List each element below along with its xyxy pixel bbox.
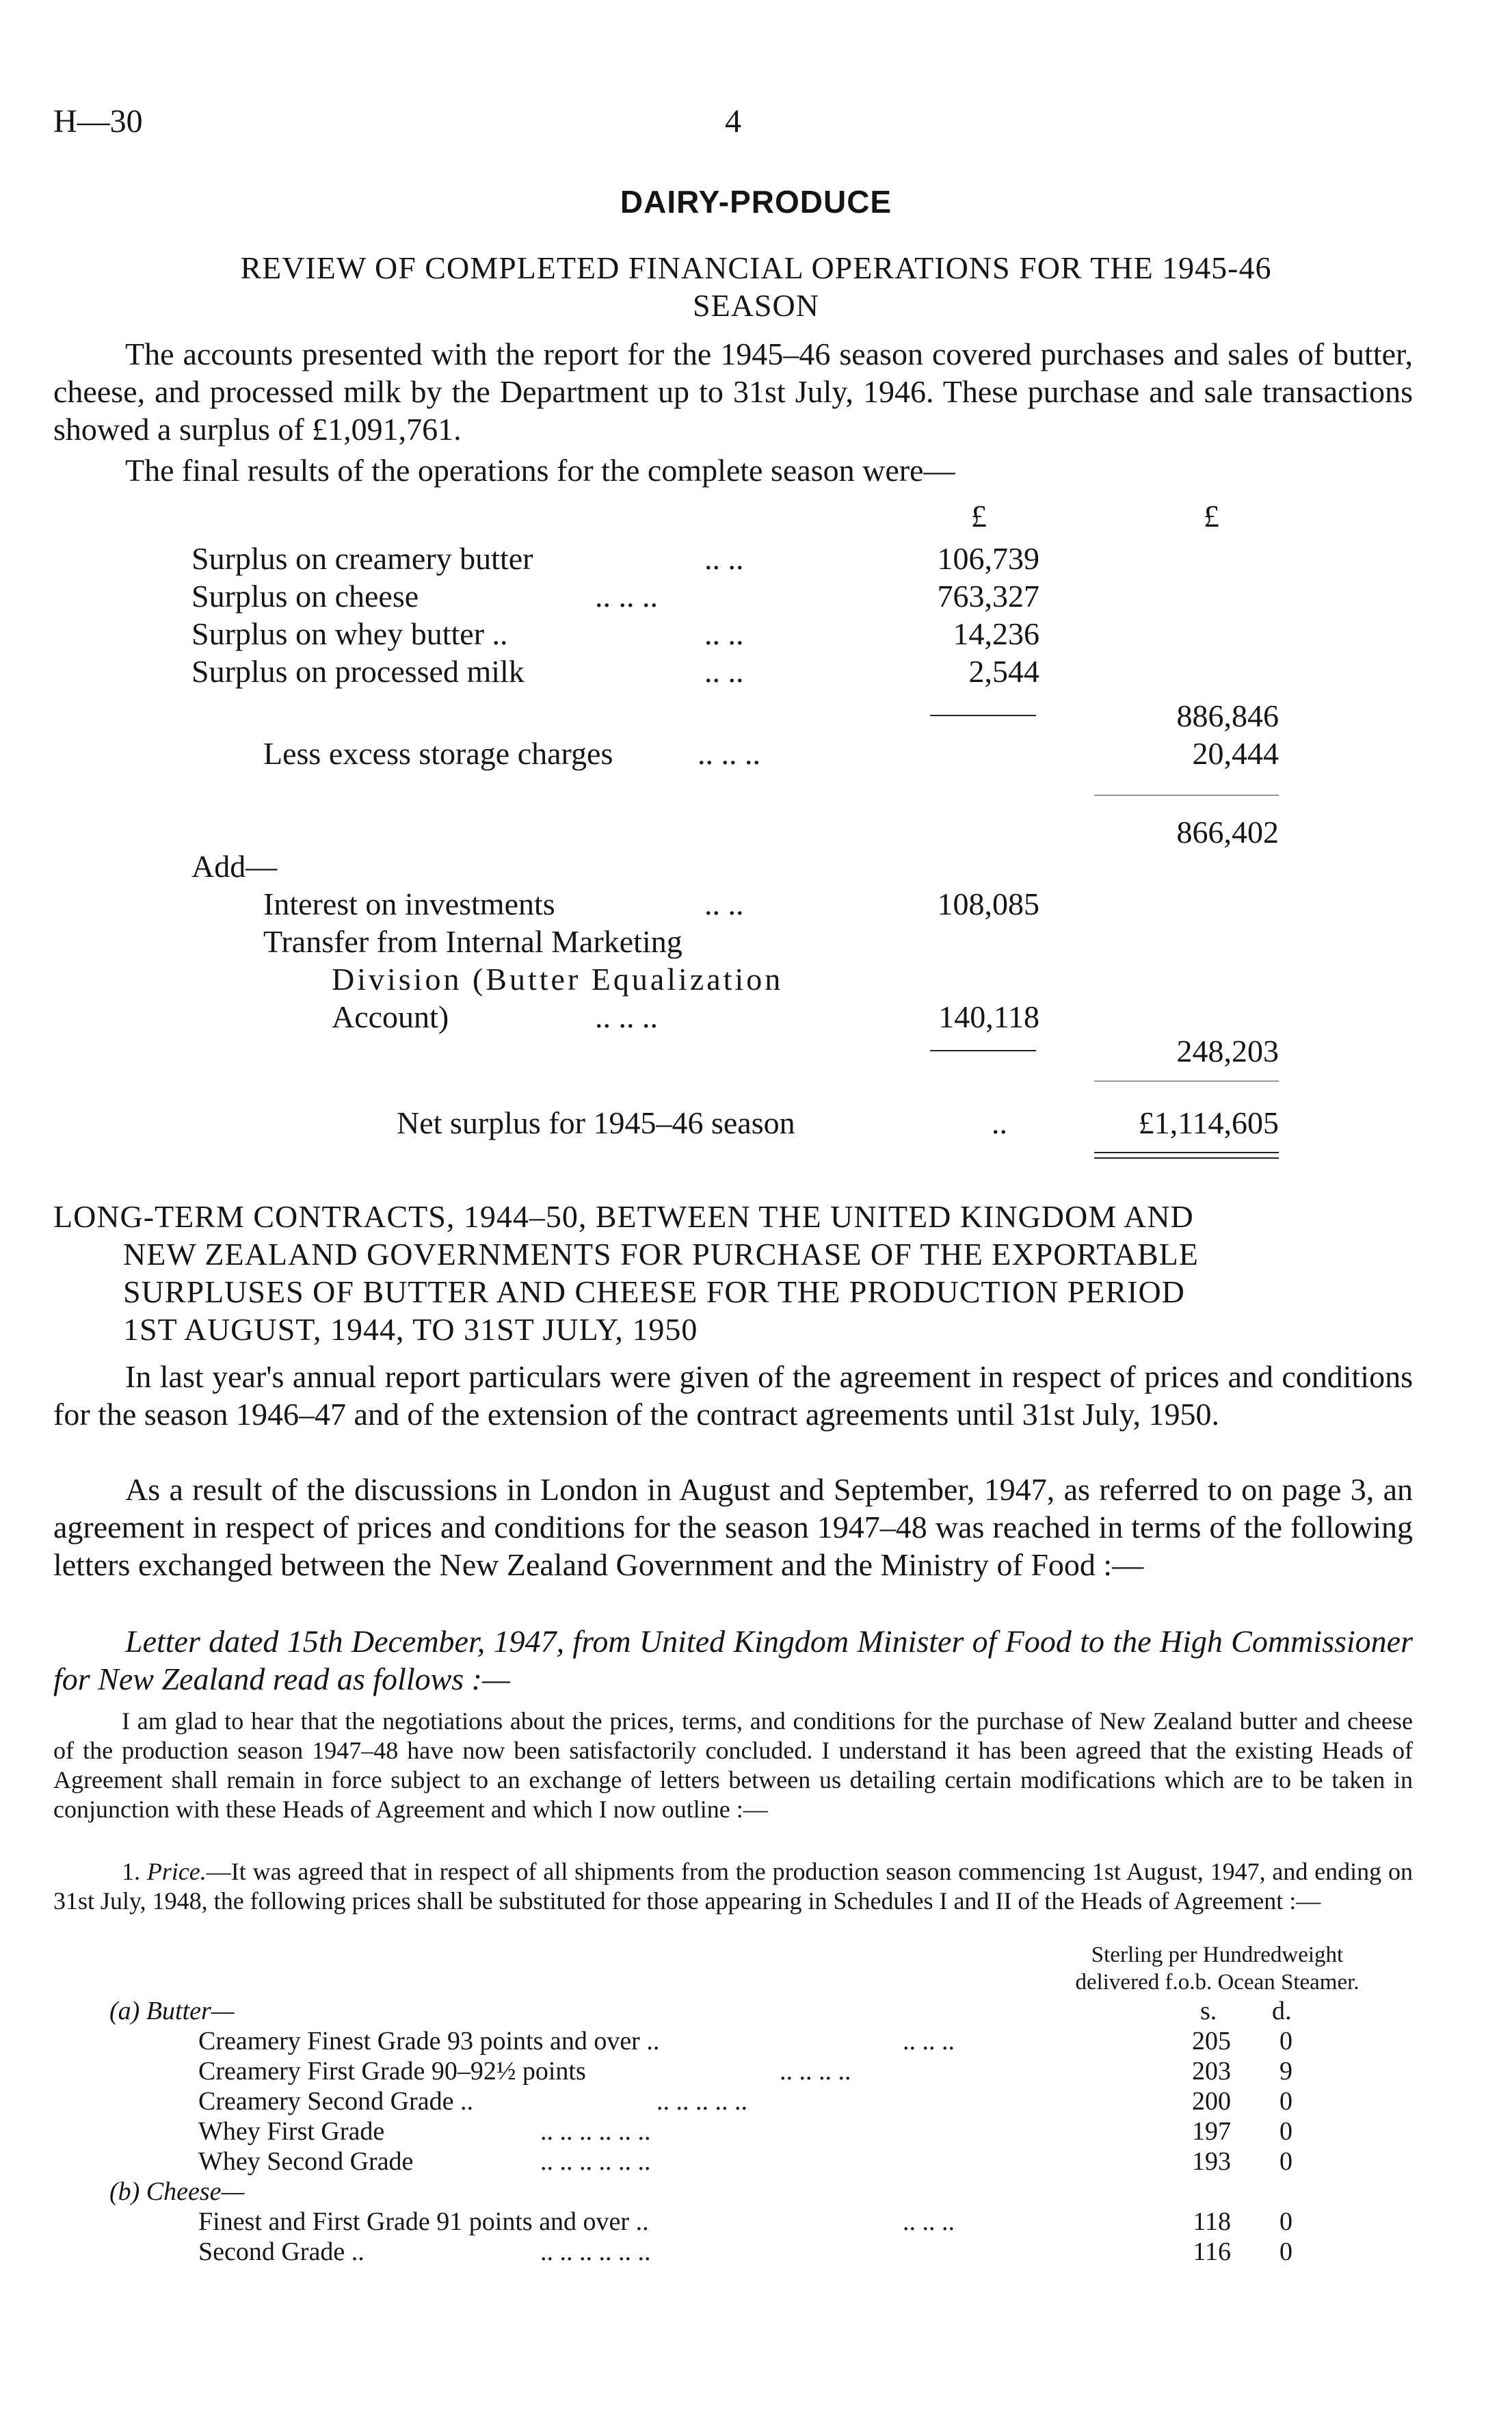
table-row-label: Surplus on cheese [191,579,419,614]
section-heading: 1ST AUGUST, 1944, TO 31ST JULY, 1950 [123,1312,698,1347]
table-value: 763,327 [937,579,1039,614]
page-number: 4 [725,103,741,140]
section-heading: NEW ZEALAND GOVERNMENTS FOR PURCHASE OF THE EXPORTABLE [123,1237,1199,1272]
pence-value: 0 [1279,2237,1292,2266]
column-head: £ [971,499,987,534]
dot-leader: .. .. .. .. [780,2057,851,2086]
shillings-value: 118 [1193,2207,1231,2236]
table-row-label: Whey Second Grade [198,2147,414,2176]
table-value: 106,739 [937,541,1039,576]
paragraph: In last year's annual report particulars were given of the agreement in respect of prices and conditions for the season 1946–47 and of the extension of the contract agreements until 31st July, 1950. [53,1359,1413,1432]
section-title: DAIRY-PRODUCE [620,184,892,220]
paragraph: The accounts presented with the report for the 1945–46 season covered purchases and sales of butter, cheese, and processed milk by the Department up to 31st July, 1946. These purchase and sale transactions showed a surplus of £1,091,761. [53,337,1413,447]
table-value: 108,085 [937,886,1039,921]
table-row-label: Second Grade .. [198,2237,364,2266]
double-rule [1094,1157,1279,1159]
dot-leader: .. .. .. .. .. .. [540,2117,651,2146]
subtotal-value: 886,846 [1176,698,1279,733]
page-reference: H—30 [53,103,143,140]
dot-leader: .. .. .. [903,2207,955,2236]
table-row-label: Creamery Second Grade .. [198,2087,474,2116]
net-surplus-label: Net surplus for 1945–46 season [397,1105,795,1140]
table-row-label: Less excess storage charges [263,736,613,771]
column-rule [1094,795,1279,796]
dot-leader: .. .. [704,541,744,576]
dot-leader: .. .. [704,616,744,651]
column-head: delivered f.o.b. Ocean Steamer. [1075,1970,1360,1995]
table-row-label: Add— [191,849,278,884]
pence-value: 0 [1279,2207,1292,2236]
section-heading: LONG-TERM CONTRACTS, 1944–50, BETWEEN THE UNITED KINGDOM AND [53,1199,1194,1234]
double-rule [1094,1152,1279,1153]
table-row-label: Surplus on creamery butter [191,541,533,576]
pence-value: 9 [1279,2057,1292,2086]
section-heading: SURPLUSES OF BUTTER AND CHEESE FOR THE PRODUCTION PERIOD [123,1274,1185,1309]
paragraph: The final results of the operations for the complete season were— [125,453,955,488]
dot-leader: .. .. .. .. .. [656,2087,747,2116]
dot-leader: .. .. [704,886,744,921]
dot-leader: .. .. .. .. .. .. [540,2237,651,2266]
shillings-value: 203 [1192,2057,1231,2086]
shillings-value: 200 [1192,2087,1231,2116]
table-row-label: Surplus on whey butter .. [191,616,508,651]
subtotal-value: 248,203 [1176,1034,1279,1068]
shillings-value: 197 [1192,2117,1231,2146]
dot-leader: .. .. .. [903,2027,955,2055]
table-row-label: Whey First Grade [198,2117,385,2146]
pence-value: 0 [1279,2147,1292,2176]
dot-leader: .. .. .. [595,999,658,1034]
table-row-label: Transfer from Internal Marketing [263,924,682,959]
table-row-label: Interest on investments [263,886,555,921]
letter-intro: Letter dated 15th December, 1947, from United Kingdom Minister of Food to the High Commissioner for New Zealand read as follows :— [53,1624,1413,1696]
section-subtitle: REVIEW OF COMPLETED FINANCIAL OPERATIONS FOR THE 1945-46 [240,250,1272,285]
subtotal-value: 866,402 [1176,815,1279,850]
table-row-label: Creamery First Grade 90–92½ points [198,2057,586,2086]
pence-value: 0 [1279,2117,1292,2146]
table-row-label: Division (Butter Equalization [332,962,784,997]
table-row-label: Creamery Finest Grade 93 points and over .. [198,2027,660,2055]
column-head: d. [1272,1997,1292,2025]
shillings-value: 205 [1192,2027,1231,2055]
table-value: 140,118 [938,999,1039,1034]
dot-leader: .. .. .. [595,579,658,614]
letter-paragraph: 1. Price.—It was agreed that in respect of all shipments from the production season commencing 1st August, 1947, and ending on 31st July, 1948, the following prices shall be substituted for those appearing in Schedules I and II of the Heads of Agreement :— [53,1858,1414,1915]
letter-paragraph: I am glad to hear that the negotiations about the prices, terms, and conditions for the purchase of New Zealand butter and cheese of the production season 1947–48 have now been satisfactorily concluded. I understand it has been agreed that the existing Heads of Agreement shall remain in force subject to an exchange of letters between us detailing certain modifications which are to be taken in conjunction with these Heads of Agreement and which I now outline :— [53,1707,1413,1823]
category-label: (b) Cheese— [109,2177,245,2206]
pence-value: 0 [1279,2087,1292,2116]
table-row-label: Surplus on processed milk [191,654,525,689]
pence-value: 0 [1279,2027,1292,2055]
table-value: 20,444 [1192,736,1279,771]
dot-leader: .. .. .. [698,736,760,771]
paragraph: As a result of the discussions in London in August and September, 1947, as referred to on page 3, an agreement in respect of prices and conditions for the season 1947–48 was reached in terms of the following letters exchanged between the New Zealand Government and the Ministry of Food :— [53,1472,1413,1582]
section-subtitle: SEASON [693,288,819,323]
column-head: £ [1204,499,1219,534]
shillings-value: 193 [1192,2147,1231,2176]
table-value: 14,236 [953,616,1039,651]
table-row-label: Finest and First Grade 91 points and over .. [198,2207,649,2236]
shillings-value: 116 [1193,2237,1231,2266]
dot-leader: .. [992,1105,1007,1140]
column-head: Sterling per Hundredweight [1091,1943,1344,1967]
table-row-label: Account) [332,999,449,1034]
net-surplus-value: £1,114,605 [1138,1105,1279,1140]
column-head: s. [1200,1997,1217,2025]
table-value: 2,544 [968,654,1039,689]
category-label: (a) Butter— [109,1997,235,2025]
dot-leader: .. .. .. .. .. .. [540,2147,651,2176]
dot-leader: .. .. [704,654,744,689]
column-rule [930,715,1036,716]
column-rule [930,1050,1036,1051]
